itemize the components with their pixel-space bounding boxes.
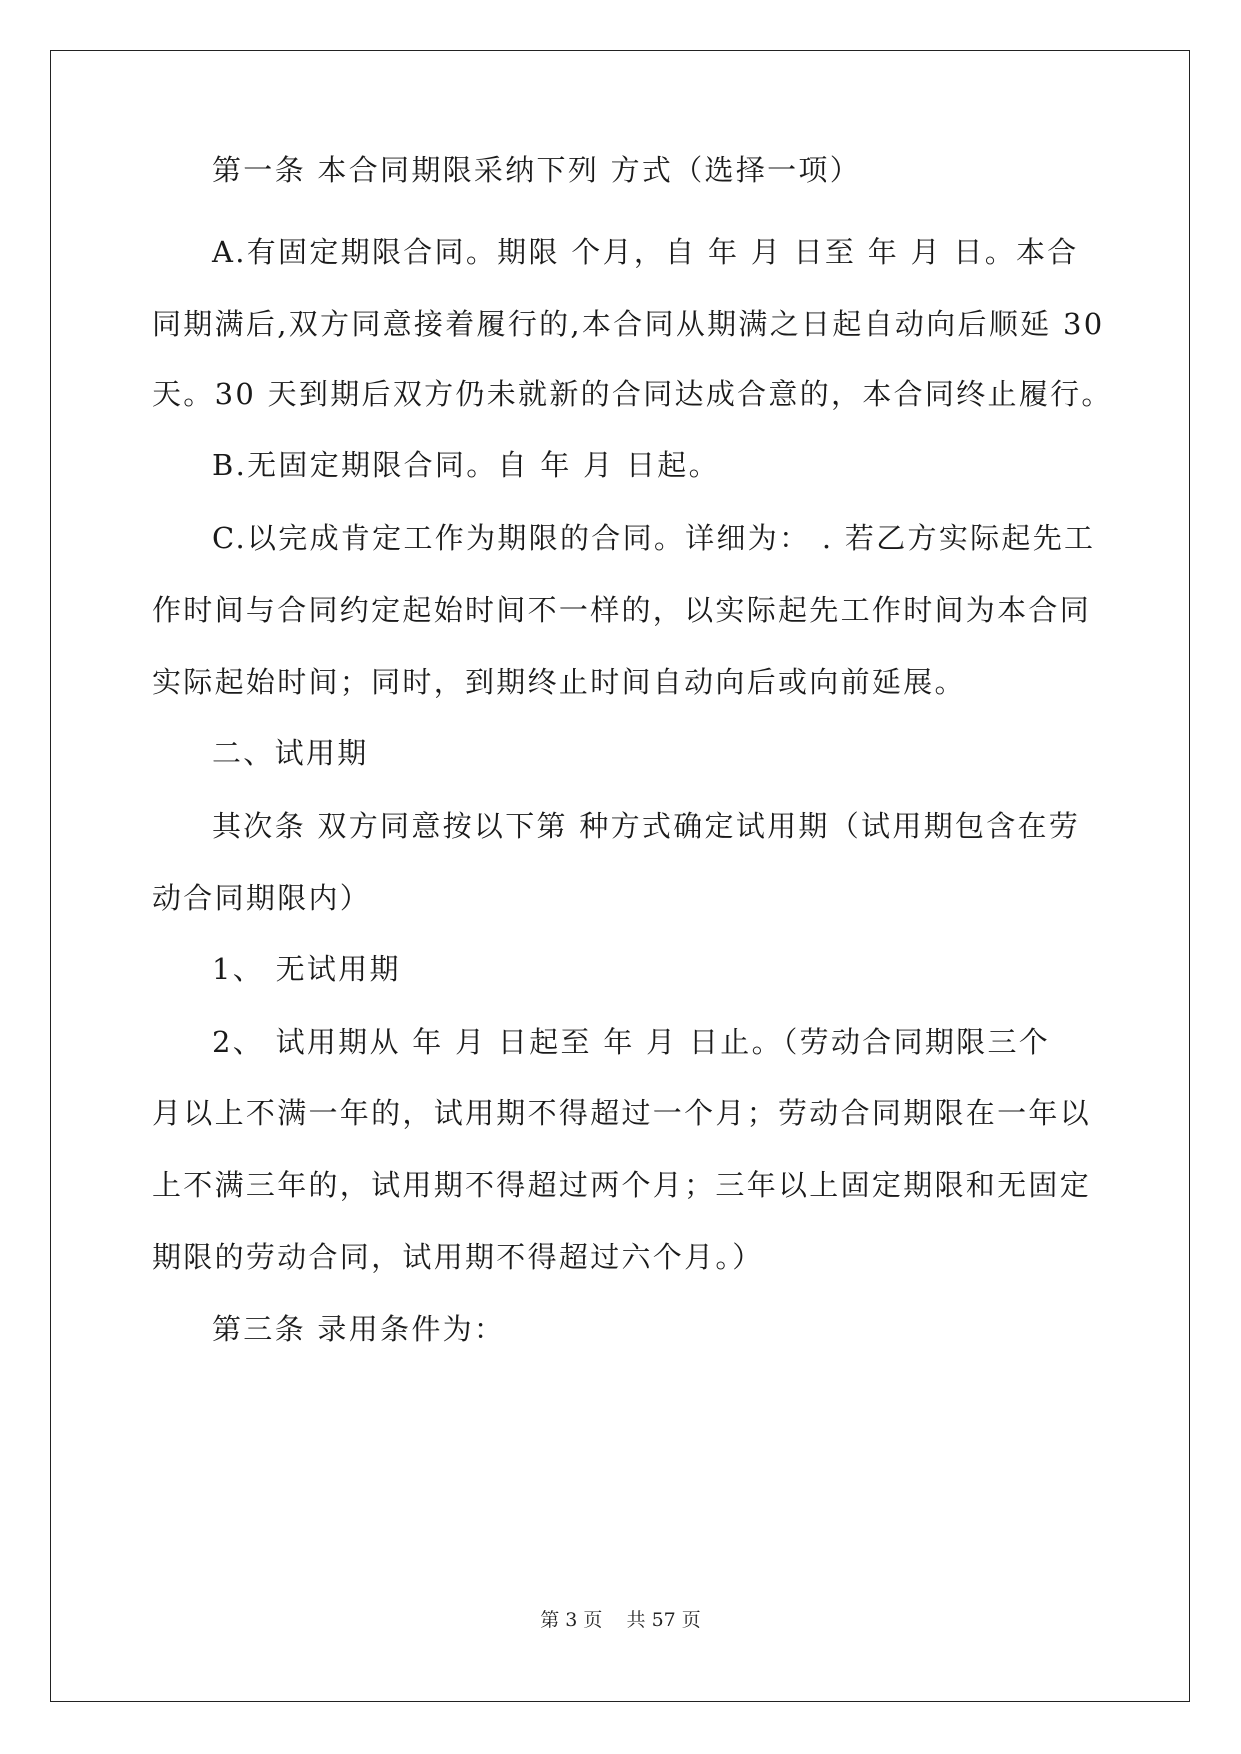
item-2-line-1: 2、 试用期从 年 月 日起至 年 月 日止。（劳动合同期限三个 xyxy=(212,1025,1051,1059)
option-b-line: B.无固定期限合同。自 年 月 日起。 xyxy=(212,448,720,482)
item-2-line-2: 月以上不满一年的，试用期不得超过一个月；劳动合同期限在一年以 xyxy=(152,1096,1092,1130)
option-c-line-1: C.以完成肯定工作为期限的合同。详细为： . 若乙方实际起先工 xyxy=(212,521,1096,555)
clause-2-line-2: 动合同期限内） xyxy=(152,881,372,915)
clause-1-heading: 第一条 本合同期限采纳下列 方式（选择一项） xyxy=(212,153,862,187)
clause-2-line-1: 其次条 双方同意按以下第 种方式确定试用期（试用期包含在劳 xyxy=(212,809,1081,843)
option-a-line-2: 同期满后,双方同意接着履行的,本合同从期满之日起自动向后顺延 30 xyxy=(152,307,1105,341)
page-number: 第 3 页 xyxy=(540,1609,603,1631)
option-c-line-2: 作时间与合同约定起始时间不一样的，以实际起先工作时间为本合同 xyxy=(152,593,1092,627)
item-1-line: 1、 无试用期 xyxy=(212,952,401,986)
page-border xyxy=(50,50,1190,1702)
page-footer xyxy=(0,1608,1241,1632)
item-2-line-4: 期限的劳动合同，试用期不得超过六个月。） xyxy=(152,1240,764,1274)
page-total: 共 57 页 xyxy=(626,1609,701,1631)
option-c-line-3: 实际起始时间；同时，到期终止时间自动向后或向前延展。 xyxy=(152,665,966,699)
item-2-line-3: 上不满三年的，试用期不得超过两个月；三年以上固定期限和无固定 xyxy=(152,1168,1092,1202)
option-a-line-3: 天。30 天到期后双方仍未就新的合同达成合意的，本合同终止履行。 xyxy=(152,377,1113,411)
option-a-line-1: A.有固定期限合同。期限 个月，自 年 月 日至 年 月 日。本合 xyxy=(212,235,1079,269)
clause-3-heading: 第三条 录用条件为： xyxy=(212,1312,506,1346)
section-2-heading: 二、试用期 xyxy=(212,736,369,770)
